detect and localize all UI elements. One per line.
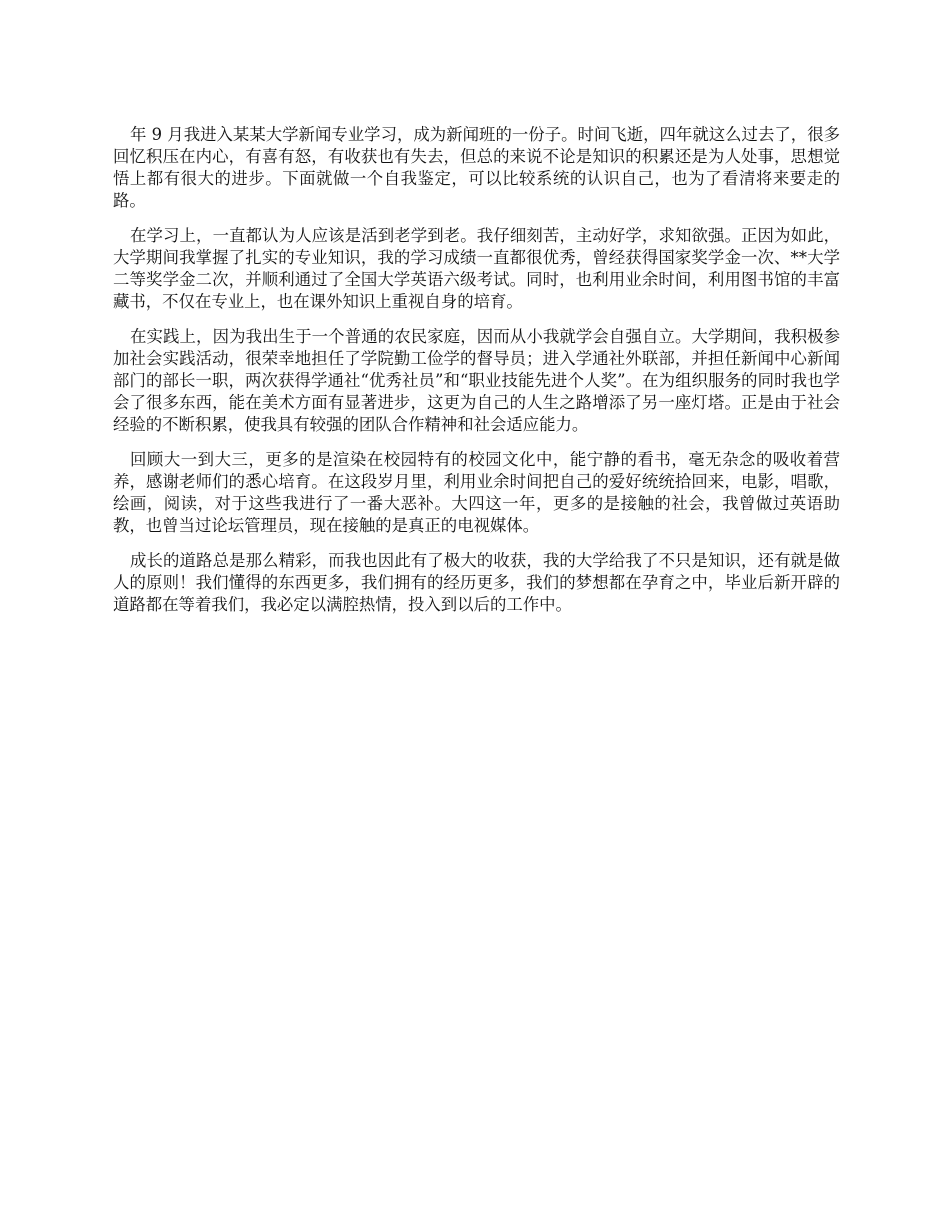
paragraph-study: 在学习上，一直都认为人应该是活到老学到老。我仔细刻苦，主动好学，求知欲强。正因为如此，大学期间我掌握了扎实的专业知识，我的学习成绩一直都很优秀，曾经获得国家奖学金一次、**大学二等奖学金二次，并顺利通过了全国大学英语六级考试。同时，也利用业余时间，利用图书馆的丰富藏书，不仅在专业上，也在课外知识上重视自身的培育。 bbox=[113, 226, 840, 311]
document-body bbox=[113, 124, 840, 616]
paragraph-intro: 年 9 月我进入某某大学新闻专业学习，成为新闻班的一份子。时间飞逝，四年就这么过去了，很多回忆积压在内心，有喜有怒，有收获也有失去，但总的来说不论是知识的积累还是为人处事，思想觉悟上都有很大的进步。下面就做一个自我鉴定，可以比较系统的认识自己，也为了看清将来要走的路。 bbox=[113, 125, 840, 210]
paragraph-practice: 在实践上，因为我出生于一个普通的农民家庭，因而从小我就学会自强自立。大学期间，我积极参加社会实践活动，很荣幸地担任了学院勤工俭学的督导员；进入学通社外联部，并担任新闻中心新闻部门的部长一职，两次获得学通社“优秀社员”和“职业技能先进个人奖”。在为组织服务的同时我也学会了很多东西，能在美术方面有显著进步，这更为自己的人生之路增添了另一座灯塔。正是由于社会经验的不断积累，使我具有较强的团队合作精神和社会适应能力。 bbox=[113, 327, 840, 434]
paragraph-review: 回顾大一到大三，更多的是渲染在校园特有的校园文化中，能宁静的看书，毫无杂念的吸收着营养，感谢老师们的悉心培育。在这段岁月里，利用业余时间把自己的爱好统统拾回来，电影，唱歌，绘画，阅读，对于这些我进行了一番大恶补。大四这一年，更多的是接触的社会，我曾做过英语助教，也曾当过论坛管理员，现在接触的是真正的电视媒体。 bbox=[113, 450, 840, 535]
paragraph-growth: 成长的道路总是那么精彩，而我也因此有了极大的收获，我的大学给我了不只是知识，还有就是做人的原则！我们懂得的东西更多，我们拥有的经历更多，我们的梦想都在孕育之中，毕业后新开辟的道路都在等着我们，我必定以满腔热情，投入到以后的工作中。 bbox=[113, 551, 840, 614]
